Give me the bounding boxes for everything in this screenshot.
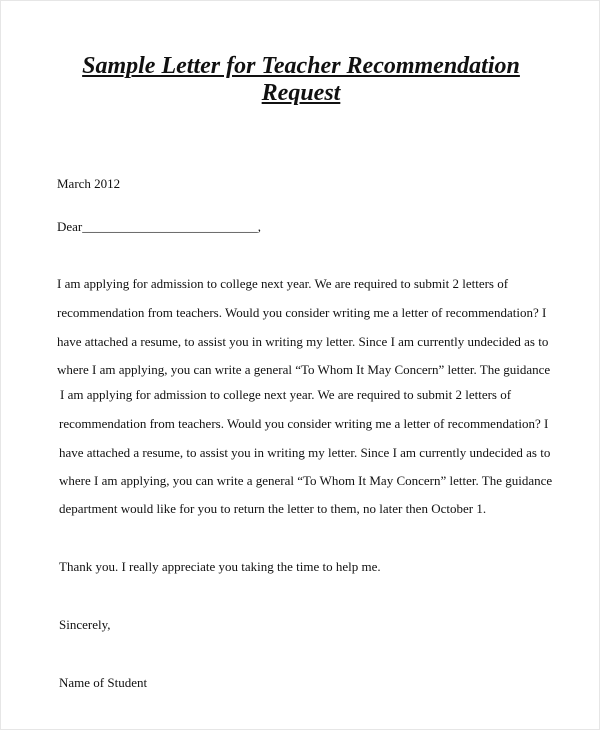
paragraph-2-line-3: have attached a resume, to assist you in writing my letter. Since I am currently undecided as to xyxy=(59,445,551,460)
paragraph-2-line-5: department would like for you to return the letter to them, no later then October 1. xyxy=(59,501,487,516)
letter-title-line-2: Request xyxy=(261,80,341,106)
signature-line: Name of Student xyxy=(59,675,148,690)
paragraph-2-line-4: where I am applying, you can write a general “To Whom It May Concern” letter. The guidance xyxy=(59,473,553,488)
letter-date: March 2012 xyxy=(57,176,121,191)
paragraph-2-line-2: recommendation from teachers. Would you consider writing me a letter of recommendation? I xyxy=(59,416,549,431)
letter-title-line-1: Sample Letter for Teacher Recommendation xyxy=(82,53,520,79)
paragraph-1-line-1: I am applying for admission to college next year. We are required to submit 2 letters of xyxy=(57,276,509,291)
paragraph-1-line-2: recommendation from teachers. Would you consider writing me a letter of recommendation? I xyxy=(57,305,547,320)
paragraph-2-line-1: I am applying for admission to college next year. We are required to submit 2 letters of xyxy=(60,387,512,402)
thanks-line: Thank you. I really appreciate you taking the time to help me. xyxy=(59,559,381,574)
paragraph-1-line-3: have attached a resume, to assist you in writing my letter. Since I am currently undecided as to xyxy=(57,334,549,349)
closing-line: Sincerely, xyxy=(59,617,111,632)
letter-salutation: Dear___________________________, xyxy=(57,219,262,234)
paragraph-1-line-4: where I am applying, you can write a general “To Whom It May Concern” letter. The guidance xyxy=(57,362,551,377)
